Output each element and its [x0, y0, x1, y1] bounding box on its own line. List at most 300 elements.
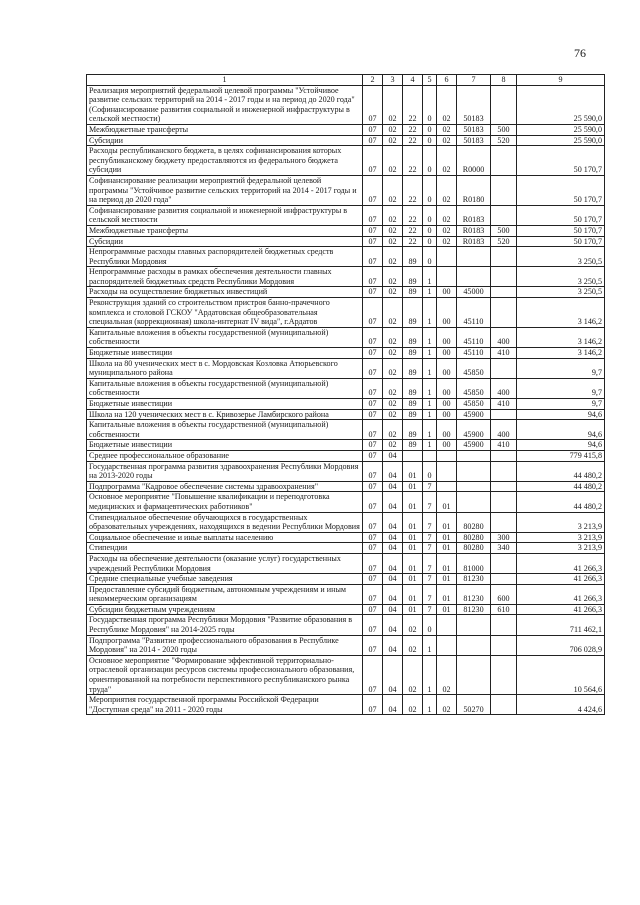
row-amount: 25 590,0	[517, 85, 605, 124]
code-direction: 45110	[457, 348, 491, 359]
code-program: 01	[403, 512, 423, 532]
row-name: Подпрограмма "Развитие профессионального образования в Республике Мордовия" на 2014 - 2020 годы	[87, 635, 363, 655]
table-body	[87, 85, 605, 715]
code-event: 01	[437, 604, 457, 615]
code-event: 02	[437, 655, 457, 694]
code-program: 22	[403, 205, 423, 225]
row-amount: 10 564,6	[517, 655, 605, 694]
code-subprogram: 1	[423, 440, 437, 451]
code-program: 89	[403, 358, 423, 378]
code-section: 07	[363, 205, 383, 225]
table-row	[87, 543, 605, 554]
code-direction: 50270	[457, 695, 491, 715]
code-program: 01	[403, 543, 423, 554]
code-event	[437, 267, 457, 287]
code-section: 07	[363, 175, 383, 205]
code-subsection: 02	[383, 287, 403, 298]
row-amount: 3 250,5	[517, 247, 605, 267]
code-expense-type	[491, 574, 517, 585]
code-subprogram	[423, 450, 437, 461]
code-direction: 80280	[457, 512, 491, 532]
code-section: 07	[363, 225, 383, 236]
row-amount: 3 146,2	[517, 327, 605, 347]
code-event: 01	[437, 492, 457, 512]
code-direction: 81230	[457, 604, 491, 615]
code-section: 07	[363, 574, 383, 585]
table-row	[87, 695, 605, 715]
row-name: Субсидии	[87, 236, 363, 247]
code-event: 01	[437, 584, 457, 604]
row-amount: 711 462,1	[517, 615, 605, 635]
code-program: 02	[403, 635, 423, 655]
code-subsection: 02	[383, 124, 403, 135]
code-program: 01	[403, 481, 423, 492]
code-event	[437, 247, 457, 267]
table-row	[87, 420, 605, 440]
code-direction: 45900	[457, 420, 491, 440]
code-direction: 81230	[457, 584, 491, 604]
code-program: 22	[403, 124, 423, 135]
code-program: 22	[403, 85, 423, 124]
budget-table	[86, 74, 605, 715]
code-program: 89	[403, 348, 423, 359]
code-direction: 80280	[457, 532, 491, 543]
code-event: 00	[437, 287, 457, 298]
table-row	[87, 85, 605, 124]
code-section: 07	[363, 348, 383, 359]
code-subsection: 04	[383, 450, 403, 461]
code-subprogram: 7	[423, 492, 437, 512]
code-section: 07	[363, 420, 383, 440]
code-direction: 45850	[457, 399, 491, 410]
row-name: Софинансирование реализации мероприятий федеральной целевой программы "Устойчивое развитие сельских территорий на 2014 - 2017 годы и на период до 2020 года"	[87, 175, 363, 205]
code-program: 89	[403, 440, 423, 451]
code-program: 02	[403, 655, 423, 694]
code-section: 07	[363, 267, 383, 287]
row-amount: 3 213,9	[517, 532, 605, 543]
code-direction: 50183	[457, 124, 491, 135]
row-amount: 9,7	[517, 358, 605, 378]
code-event: 01	[437, 532, 457, 543]
row-amount: 706 028,9	[517, 635, 605, 655]
row-name: Расходы республиканского бюджета, в целях софинансирования которых республиканскому бюджету предоставляются из федерального бюджета субсидии	[87, 146, 363, 176]
code-event: 00	[437, 298, 457, 328]
table-row	[87, 574, 605, 585]
table-row	[87, 604, 605, 615]
code-subprogram: 1	[423, 655, 437, 694]
code-subprogram: 1	[423, 287, 437, 298]
code-expense-type	[491, 450, 517, 461]
code-subsection: 04	[383, 461, 403, 481]
code-direction: R0183	[457, 236, 491, 247]
column-header: 1	[87, 75, 363, 86]
code-subsection: 02	[383, 135, 403, 146]
code-expense-type: 400	[491, 327, 517, 347]
code-section: 07	[363, 512, 383, 532]
table-row	[87, 440, 605, 451]
column-header: 8	[491, 75, 517, 86]
table-row	[87, 348, 605, 359]
row-name: Среднее профессиональное образование	[87, 450, 363, 461]
row-name: Стипендии	[87, 543, 363, 554]
code-event: 02	[437, 236, 457, 247]
row-amount: 50 170,7	[517, 205, 605, 225]
row-name: Подпрограмма "Кадровое обеспечение системы здравоохранения"	[87, 481, 363, 492]
code-subsection: 02	[383, 205, 403, 225]
code-program: 89	[403, 247, 423, 267]
row-name: Бюджетные инвестиции	[87, 399, 363, 410]
row-amount: 3 146,2	[517, 348, 605, 359]
code-subprogram: 0	[423, 175, 437, 205]
code-subprogram: 0	[423, 205, 437, 225]
code-expense-type: 410	[491, 348, 517, 359]
row-amount: 9,7	[517, 399, 605, 410]
code-subprogram: 0	[423, 247, 437, 267]
code-event: 00	[437, 327, 457, 347]
code-subsection: 04	[383, 574, 403, 585]
code-subsection: 04	[383, 553, 403, 573]
code-expense-type	[491, 655, 517, 694]
table-row	[87, 287, 605, 298]
table-row	[87, 247, 605, 267]
code-direction: 45900	[457, 440, 491, 451]
code-section: 07	[363, 399, 383, 410]
code-subsection: 02	[383, 85, 403, 124]
code-direction: 45850	[457, 378, 491, 398]
code-subsection: 02	[383, 225, 403, 236]
code-subprogram: 1	[423, 399, 437, 410]
code-subsection: 02	[383, 327, 403, 347]
code-expense-type	[491, 695, 517, 715]
row-name: Непрограммные расходы в рамках обеспечения деятельности главных распорядителей бюджетных средств Республики Мордовия	[87, 267, 363, 287]
row-amount: 779 415,8	[517, 450, 605, 461]
code-subprogram: 0	[423, 225, 437, 236]
code-program: 89	[403, 327, 423, 347]
table-row	[87, 655, 605, 694]
row-amount: 44 480,2	[517, 481, 605, 492]
code-event: 00	[437, 399, 457, 410]
row-name: Межбюджетные трансферты	[87, 225, 363, 236]
code-subsection: 04	[383, 481, 403, 492]
code-direction	[457, 247, 491, 267]
table-row	[87, 327, 605, 347]
code-direction: 45110	[457, 327, 491, 347]
column-header: 9	[517, 75, 605, 86]
code-program: 89	[403, 399, 423, 410]
code-subprogram: 7	[423, 532, 437, 543]
code-subsection: 04	[383, 584, 403, 604]
code-direction	[457, 461, 491, 481]
code-event: 00	[437, 420, 457, 440]
code-event	[437, 461, 457, 481]
code-program: 89	[403, 378, 423, 398]
table-row	[87, 553, 605, 573]
code-event: 00	[437, 358, 457, 378]
code-direction: 45000	[457, 287, 491, 298]
code-subsection: 04	[383, 543, 403, 554]
code-direction: 81000	[457, 553, 491, 573]
code-program: 22	[403, 175, 423, 205]
code-expense-type: 600	[491, 584, 517, 604]
code-expense-type: 410	[491, 440, 517, 451]
row-name: Основное мероприятие "Формирование эффективной территориально-отраслевой организации ресурсов системы профессионального образования, ориентированной на потребности перспективного республиканского рынка труда"	[87, 655, 363, 694]
row-amount: 50 170,7	[517, 175, 605, 205]
code-section: 07	[363, 440, 383, 451]
code-section: 07	[363, 584, 383, 604]
code-expense-type	[491, 298, 517, 328]
code-expense-type: 520	[491, 135, 517, 146]
table-row	[87, 175, 605, 205]
code-event: 01	[437, 553, 457, 573]
code-subsection: 02	[383, 358, 403, 378]
code-section: 07	[363, 298, 383, 328]
code-subsection: 02	[383, 409, 403, 420]
table-row	[87, 146, 605, 176]
code-subprogram: 7	[423, 604, 437, 615]
row-amount: 3 213,9	[517, 543, 605, 554]
code-event: 01	[437, 574, 457, 585]
row-amount: 50 170,7	[517, 146, 605, 176]
code-direction	[457, 481, 491, 492]
code-subsection: 02	[383, 440, 403, 451]
code-program: 01	[403, 553, 423, 573]
column-header: 2	[363, 75, 383, 86]
code-program: 22	[403, 135, 423, 146]
row-name: Субсидии бюджетным учреждениям	[87, 604, 363, 615]
code-event: 00	[437, 378, 457, 398]
code-section: 07	[363, 327, 383, 347]
row-amount: 44 480,2	[517, 461, 605, 481]
code-expense-type	[491, 492, 517, 512]
code-subprogram: 0	[423, 85, 437, 124]
code-event: 02	[437, 85, 457, 124]
code-section: 07	[363, 532, 383, 543]
code-subprogram: 0	[423, 146, 437, 176]
code-subsection: 02	[383, 267, 403, 287]
code-subprogram: 1	[423, 409, 437, 420]
code-event: 02	[437, 146, 457, 176]
code-section: 07	[363, 236, 383, 247]
table-row	[87, 409, 605, 420]
row-amount: 50 170,7	[517, 236, 605, 247]
code-expense-type	[491, 267, 517, 287]
code-program: 01	[403, 584, 423, 604]
code-event: 00	[437, 348, 457, 359]
table-row	[87, 492, 605, 512]
code-direction: R0183	[457, 225, 491, 236]
code-subsection: 04	[383, 604, 403, 615]
code-subprogram: 7	[423, 481, 437, 492]
code-direction: 45110	[457, 298, 491, 328]
table-row	[87, 205, 605, 225]
table-row	[87, 236, 605, 247]
table-row	[87, 267, 605, 287]
code-program: 89	[403, 287, 423, 298]
code-program: 01	[403, 574, 423, 585]
code-expense-type: 400	[491, 378, 517, 398]
code-section: 07	[363, 146, 383, 176]
code-direction: 80280	[457, 543, 491, 554]
code-subsection: 02	[383, 420, 403, 440]
code-direction: 50183	[457, 135, 491, 146]
table-row	[87, 124, 605, 135]
code-event: 02	[437, 175, 457, 205]
code-section: 07	[363, 604, 383, 615]
row-name: Непрограммные расходы главных распорядителей бюджетных средств Республики Мордовия	[87, 247, 363, 267]
code-section: 07	[363, 635, 383, 655]
row-name: Капитальные вложения в объекты государственной (муниципальной) собственности	[87, 420, 363, 440]
code-section: 07	[363, 85, 383, 124]
column-header: 4	[403, 75, 423, 86]
code-subprogram: 7	[423, 512, 437, 532]
code-subsection: 04	[383, 615, 403, 635]
row-name: Бюджетные инвестиции	[87, 348, 363, 359]
code-event: 01	[437, 543, 457, 554]
code-section: 07	[363, 553, 383, 573]
code-section: 07	[363, 695, 383, 715]
table-row	[87, 635, 605, 655]
code-event: 02	[437, 205, 457, 225]
code-expense-type	[491, 205, 517, 225]
code-subprogram: 1	[423, 267, 437, 287]
code-subsection: 04	[383, 695, 403, 715]
code-program: 01	[403, 461, 423, 481]
row-name: Капитальные вложения в объекты государственной (муниципальной) собственности	[87, 378, 363, 398]
code-program: 02	[403, 615, 423, 635]
code-section: 07	[363, 492, 383, 512]
code-subsection: 02	[383, 399, 403, 410]
code-subprogram: 0	[423, 124, 437, 135]
row-amount: 3 250,5	[517, 267, 605, 287]
column-header: 5	[423, 75, 437, 86]
code-program: 22	[403, 225, 423, 236]
code-subsection: 02	[383, 236, 403, 247]
code-direction	[457, 635, 491, 655]
table-row	[87, 399, 605, 410]
code-expense-type	[491, 358, 517, 378]
table-row	[87, 225, 605, 236]
code-event	[437, 481, 457, 492]
code-expense-type	[491, 287, 517, 298]
table-row	[87, 615, 605, 635]
code-event: 02	[437, 695, 457, 715]
table-row	[87, 135, 605, 146]
code-expense-type: 400	[491, 420, 517, 440]
code-subsection: 02	[383, 348, 403, 359]
row-name: Мероприятия государственной программы Российской Федерации "Доступная среда" на 2011 - 2020 годы	[87, 695, 363, 715]
code-section: 07	[363, 481, 383, 492]
code-expense-type	[491, 635, 517, 655]
code-program: 22	[403, 236, 423, 247]
row-name: Стипендиальное обеспечение обучающихся в государственных образовательных учреждениях, находящихся в ведении Республики Мордовия	[87, 512, 363, 532]
row-amount: 94,6	[517, 440, 605, 451]
code-subprogram: 1	[423, 348, 437, 359]
code-program: 89	[403, 267, 423, 287]
code-program: 02	[403, 695, 423, 715]
code-event: 00	[437, 440, 457, 451]
code-expense-type: 520	[491, 236, 517, 247]
code-expense-type	[491, 553, 517, 573]
code-direction	[457, 492, 491, 512]
code-expense-type: 300	[491, 532, 517, 543]
code-event: 01	[437, 512, 457, 532]
table-row	[87, 512, 605, 532]
code-program: 01	[403, 492, 423, 512]
code-subsection: 04	[383, 655, 403, 694]
code-section: 07	[363, 450, 383, 461]
row-name: Государственная программа развития здравоохранения Республики Мордовия на 2013-2020 годы	[87, 461, 363, 481]
row-name: Реконструкция зданий со строительством пристроя банно-прачечного комплекса и столовой ГСКОУ "Ардатовская общеобразовательная специальная (коррекционная) школа-интернат IV вида", г.Ардатов	[87, 298, 363, 328]
row-amount: 41 266,3	[517, 584, 605, 604]
code-expense-type	[491, 146, 517, 176]
row-amount: 3 213,9	[517, 512, 605, 532]
code-subsection: 02	[383, 298, 403, 328]
code-program: 01	[403, 532, 423, 543]
row-name: Софинансирование развития социальной и инженерной инфраструктуры в сельской местности	[87, 205, 363, 225]
code-expense-type	[491, 85, 517, 124]
code-section: 07	[363, 655, 383, 694]
code-expense-type	[491, 512, 517, 532]
row-amount: 41 266,3	[517, 574, 605, 585]
code-event	[437, 615, 457, 635]
table-row	[87, 358, 605, 378]
code-subsection: 04	[383, 492, 403, 512]
table-row	[87, 461, 605, 481]
code-expense-type	[491, 481, 517, 492]
code-event: 02	[437, 135, 457, 146]
code-section: 07	[363, 409, 383, 420]
code-program	[403, 450, 423, 461]
code-subsection: 04	[383, 512, 403, 532]
code-section: 07	[363, 358, 383, 378]
code-program: 89	[403, 420, 423, 440]
code-section: 07	[363, 287, 383, 298]
code-section: 07	[363, 543, 383, 554]
row-name: Социальное обеспечение и иные выплаты населению	[87, 532, 363, 543]
code-direction: 45850	[457, 358, 491, 378]
table-row	[87, 298, 605, 328]
code-subprogram: 1	[423, 358, 437, 378]
code-subprogram: 1	[423, 635, 437, 655]
code-section: 07	[363, 124, 383, 135]
code-section: 07	[363, 247, 383, 267]
code-subsection: 02	[383, 247, 403, 267]
code-subprogram: 1	[423, 420, 437, 440]
code-program: 22	[403, 146, 423, 176]
row-amount: 25 590,0	[517, 135, 605, 146]
code-expense-type: 340	[491, 543, 517, 554]
code-direction: R0183	[457, 205, 491, 225]
table-row	[87, 450, 605, 461]
code-subprogram: 7	[423, 543, 437, 554]
code-expense-type	[491, 409, 517, 420]
row-amount: 94,6	[517, 409, 605, 420]
code-direction: 81230	[457, 574, 491, 585]
row-name: Субсидии	[87, 135, 363, 146]
code-expense-type	[491, 615, 517, 635]
code-expense-type	[491, 461, 517, 481]
code-section: 07	[363, 461, 383, 481]
code-subprogram: 1	[423, 298, 437, 328]
code-event	[437, 450, 457, 461]
table-row	[87, 584, 605, 604]
code-expense-type: 610	[491, 604, 517, 615]
row-name: Средние специальные учебные заведения	[87, 574, 363, 585]
code-subprogram: 1	[423, 327, 437, 347]
code-subprogram: 7	[423, 553, 437, 573]
page-number: 76	[574, 46, 586, 60]
code-direction: 45900	[457, 409, 491, 420]
